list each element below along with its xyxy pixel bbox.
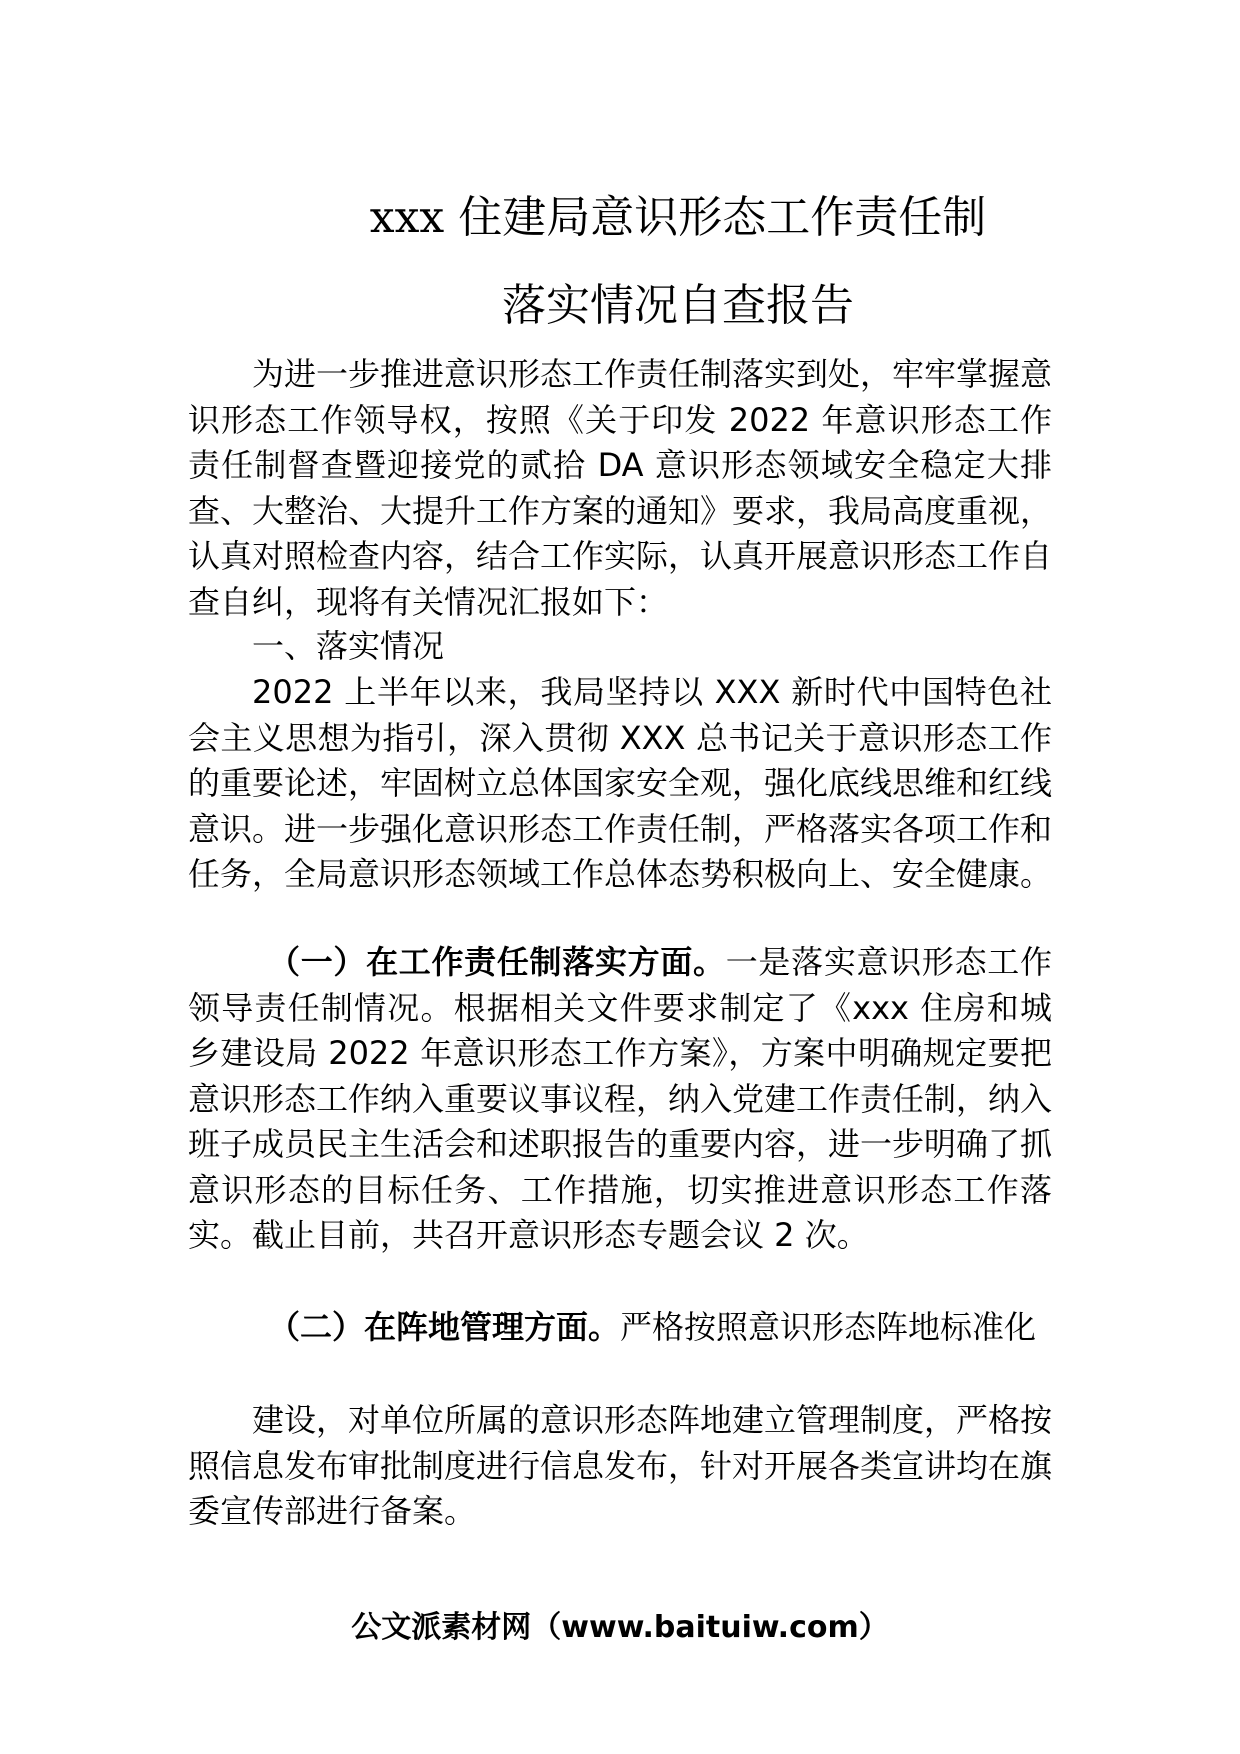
intro-text: 为进一步推进意识形态工作责任制落实到处，牢牢掌握意识形态工作领导权，按照《关于印发 2022 年意识形态工作责任制督查暨迎接党的贰拾 DA 意识形态领域安全稳定大排查、大整治、大提升工作方案的通知》要求，我局高度重视，认真对照检查内容，结合工作实际，认真开展意识形态工作自查自纠，现将有关情况汇报如下： [188, 355, 1053, 621]
body-paragraph-2 [188, 940, 1052, 1259]
section-heading [188, 624, 1052, 670]
paragraph-2-lead: （一）在工作责任制落实方面。 [268, 943, 726, 981]
paragraph-1-text: 2022 上半年以来，我局坚持以 XXX 新时代中国特色社会主义思想为指引，深入贯彻 XXX 总书记关于意识形态工作的重要论述，牢固树立总体国家安全观，强化底线思维和红线意识。进一步强化意识形态工作责任制，严格落实各项工作和任务，全局意识形态领域工作总体态势积极向上、安全健康。 [188, 673, 1053, 893]
paragraph-3-lead: （二）在阵地管理方面。 [268, 1308, 621, 1346]
body-paragraph-4 [188, 1398, 1052, 1535]
document-title-line-1 [58, 190, 1240, 246]
intro-paragraph [188, 352, 1052, 625]
paragraph-2-body: 一是落实意识形态工作领导责任制情况。根据相关文件要求制定了《xxx 住房和城乡建设局 2022 年意识形态工作方案》，方案中明确规定要把意识形态工作纳入重要议事议程，纳入党建工作责任制，纳入班子成员民主生活会和述职报告的重要内容，进一步明确了抓意识形态的目标任务、工作措施，切实推进意识形态工作落实。截止目前，共召开意识形态专题会议 2 次。 [188, 943, 1053, 1254]
section-1-heading-text: 一、落实情况 [252, 627, 445, 665]
title-main: 住建局意识形态工作责任制 [458, 192, 987, 243]
body-paragraph-1 [188, 670, 1052, 898]
body-paragraph-3 [188, 1305, 1052, 1351]
paragraph-2-text [188, 940, 1052, 1259]
title-prefix: xxx [369, 192, 445, 243]
document-title-line-2: 落实情况自查报告 [502, 280, 854, 331]
paragraph-3-body: 严格按照意识形态阵地标准化 [620, 1308, 1037, 1346]
footer-watermark: 公文派素材网（www.baituiw.com） [351, 1610, 889, 1645]
paragraph-4-text: 建设，对单位所属的意识形态阵地建立管理制度，严格按照信息发布审批制度进行信息发布，针对开展各类宣讲均在旗委宣传部进行备案。 [188, 1401, 1053, 1530]
paragraph-3-text [188, 1305, 1052, 1351]
